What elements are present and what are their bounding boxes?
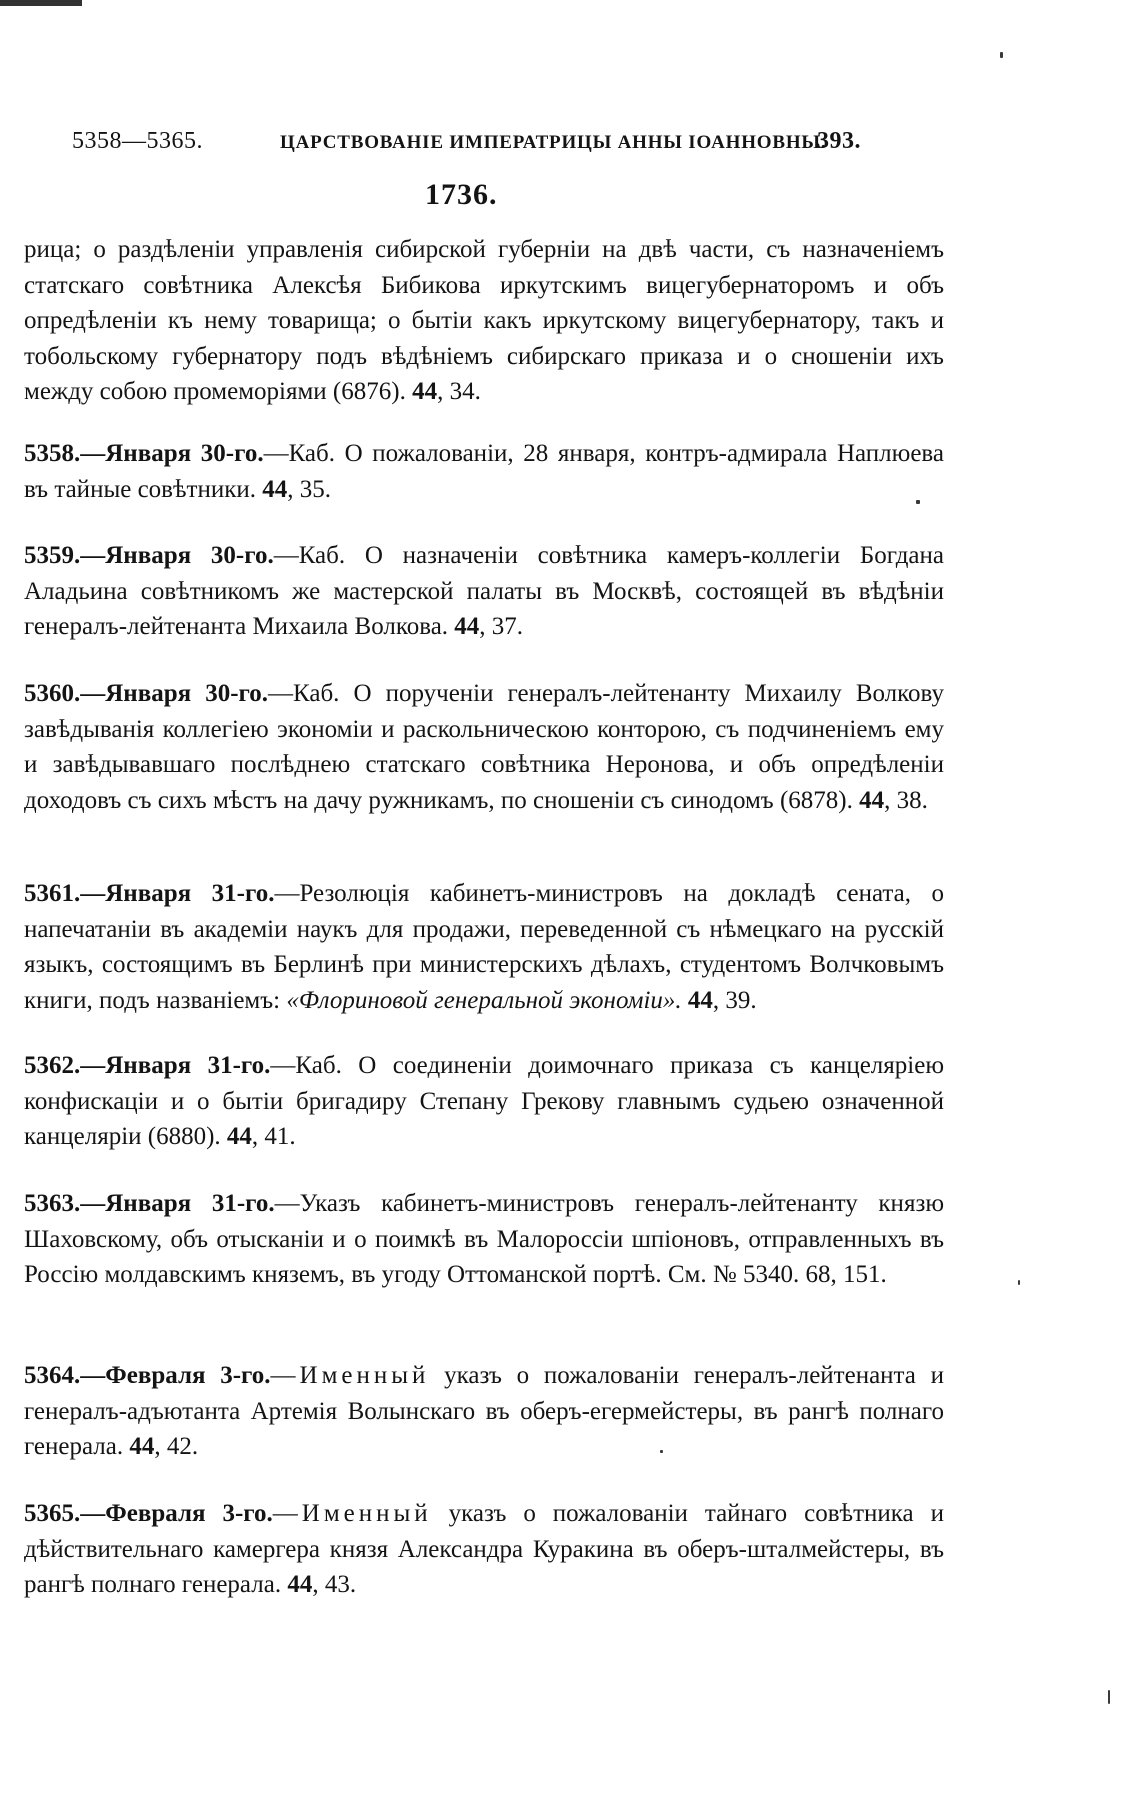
entry-5360 <box>24 676 944 818</box>
scan-speck <box>1018 1280 1020 1285</box>
year-heading: 1736. <box>425 178 498 211</box>
entry-5364 <box>24 1358 944 1465</box>
book-title: «Флориновой генеральной экономіи». <box>286 986 682 1014</box>
entry-number: 5365. <box>24 1500 81 1527</box>
page-number: 393. <box>817 128 861 154</box>
entry-5365 <box>24 1496 944 1603</box>
entry-date: —Января 31-го. <box>80 1052 271 1079</box>
entry-text: —Каб. О пожалованіи, 28 января, контръ-адмирала Наплюева въ тайные совѣтники. <box>24 440 944 503</box>
entry-date: —Января 30-го. <box>80 542 274 569</box>
ref-volume: 44 <box>687 986 713 1014</box>
continuation-text: рица; о раздѣленіи управленія сибирской губерніи на двѣ части, съ назначеніемъ статскаго совѣтника Алексѣя Бибикова иркутскимъ вицегубернаторомъ и объ опредѣленіи къ нему товарища; о бытіи какъ иркутскому вицегубернатору, такъ и тобольскому губернатору подъ вѣдѣніемъ сибирскаго приказа и о сношеніи ихъ между собою промеморіями (6876). <box>24 236 944 405</box>
ref-full: 68, 151. <box>805 1261 887 1288</box>
ref-volume: 44 <box>262 475 288 503</box>
scan-artifact <box>0 0 82 6</box>
ref-volume: 44 <box>226 1123 252 1150</box>
entry-number: 5362. <box>24 1052 81 1079</box>
ref-volume: 44 <box>454 613 480 640</box>
header-entry-range: 5358—5365. <box>72 128 203 154</box>
entry-date: —Февраля 3-го. <box>80 1500 273 1527</box>
scan-speck <box>660 1450 663 1453</box>
continuation-paragraph <box>24 232 944 410</box>
entry-text: —Каб. О порученіи генералъ-лейтенанту Михаилу Волкову завѣдыванія коллегіею экономіи и раскольническою конторою, съ подчиненіемъ ему и завѣдывавшаго послѣднею статскаго совѣтника Неронова, и объ опредѣленіи доходовъ съ сихъ мѣстъ на дачу ружникамъ, по сношеніи съ синодомъ (6878). <box>24 680 944 814</box>
ref-page: , 34. <box>437 378 481 405</box>
entry-5362 <box>24 1048 944 1155</box>
entry-number: 5363. <box>24 1190 81 1217</box>
running-header <box>72 128 872 168</box>
entry-number: 5361. <box>24 880 81 907</box>
entry-5361 <box>24 876 944 1018</box>
entry-date: —Января 30-го. <box>80 440 264 467</box>
ref-volume: 44 <box>859 786 885 814</box>
scan-speck <box>916 500 920 504</box>
entry-date: —Февраля 3-го. <box>80 1362 271 1389</box>
entry-text: указъ о пожалованіи тайнаго совѣтника и дѣйствительнаго камергера князя Александра Куракина въ оберъ-шталмейстеры, въ рангѣ полнаго генерала. <box>24 1500 944 1598</box>
entry-5358 <box>24 436 944 507</box>
ref-volume: 44 <box>287 1571 313 1598</box>
ref-page: , 42. <box>154 1433 199 1460</box>
header-title: ЦАРСТВОВАНІЕ ИМПЕРАТРИЦЫ АННЫ ІОАННОВНЫ. <box>280 132 827 153</box>
ref-page: , 38. <box>884 786 928 814</box>
entry-number: 5364. <box>24 1362 81 1389</box>
entry-number: 5360. <box>24 680 81 707</box>
entry-decree-type: —Именный <box>272 1500 432 1527</box>
ref-page: , 41. <box>251 1123 296 1150</box>
entry-decree-type: —Именный <box>270 1362 430 1389</box>
entry-date: —Января 30-го. <box>80 680 268 707</box>
entry-date: —Января 31-го. <box>80 880 275 907</box>
ref-page: , 39. <box>712 986 757 1014</box>
ref-page: , 35. <box>287 475 332 503</box>
scan-speck <box>1000 52 1003 58</box>
ref-volume: 44 <box>129 1433 155 1460</box>
ref-volume: 44 <box>412 378 438 405</box>
scan-speck <box>1108 1690 1110 1704</box>
entry-text: —Указъ кабинетъ-министровъ генералъ-лейтенанту князю Шаховскому, объ отысканіи и о поимкѣ въ Малороссіи шпіоновъ, отправленныхъ въ Россію молдавскимъ княземъ, въ угоду Оттоманской портѣ. См. № 5340. <box>24 1190 944 1288</box>
entry-date: —Января 31-го. <box>80 1190 275 1217</box>
entry-5363 <box>24 1186 944 1293</box>
ref-page: , 43. <box>312 1571 357 1598</box>
ref-page: , 37. <box>479 613 524 640</box>
entry-text: —Каб. О соединеніи доимочнаго приказа съ канцеляріею конфискаціи и о бытіи бригадиру Степану Грекову главнымъ судьею означенной канцеляріи (6880). <box>24 1052 945 1150</box>
entry-number: 5359. <box>24 542 81 569</box>
entry-number: 5358. <box>24 440 81 467</box>
entry-text: указъ о пожалованіи генералъ-лейтенанта и генералъ-адъютанта Артемія Волынскаго въ оберъ-егермейстеры, въ рангѣ полнаго генерала. <box>24 1362 944 1460</box>
entry-5359 <box>24 538 944 645</box>
entry-text: —Каб. О назначеніи совѣтника камеръ-коллегіи Богдана Аладьина совѣтникомъ же мастерской палаты въ Москвѣ, состоящей въ вѣдѣніи генералъ-лейтенанта Михаила Волкова. <box>24 542 944 640</box>
entry-text: —Резолюція кабинетъ-министровъ на докладѣ сената, о напечатаніи въ академіи наукъ для продажи, переведенной съ нѣмецкаго на русскій языкъ, состоящимъ въ Берлинѣ при министерскихъ дѣлахъ, студентомъ Волчковымъ книги, подъ названіемъ: <box>24 880 945 1014</box>
